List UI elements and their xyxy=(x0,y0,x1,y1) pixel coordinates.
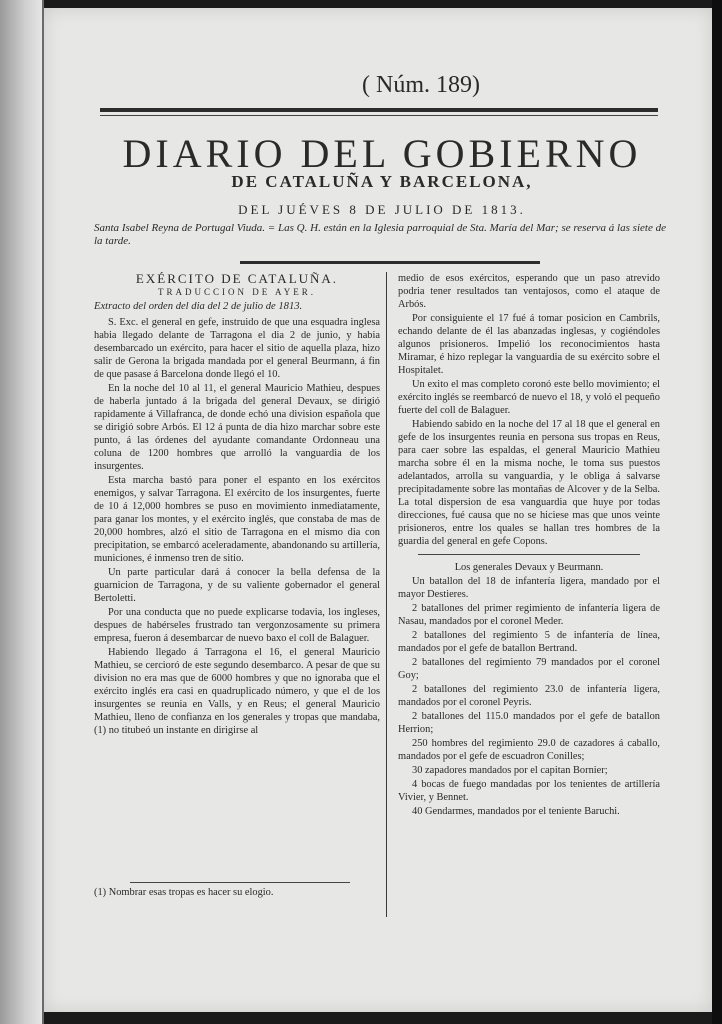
saint-notice: Santa Isabel Reyna de Portugal Viuda. = Las Q. H. están en la Iglesia parroquial de Sta. María del Mar; se reserva á las siete de la tarde. xyxy=(94,222,666,247)
section-title: EXÉRCITO DE CATALUÑA. xyxy=(135,271,339,286)
article-paragraph: Un parte particular dará á conocer la bella defensa de la guarnicion de Tarragona, y de su valiente gobernador el general Bertoletti. xyxy=(94,567,380,604)
list-rule xyxy=(418,554,640,555)
list-item: Un batallon del 18 de infantería ligera, mandado por el mayor Destieres. xyxy=(398,576,660,600)
list-item: 2 batallones del 115.0 mandados por el gefe de batallon Herrion; xyxy=(398,711,660,735)
header-rule-thick xyxy=(100,108,658,112)
article-paragraph: Por una conducta que no puede explicarse todavia, los ingleses, despues de habérseles frustrado tan vergonzosamente su primera empresa, fueron á desembarcar de nuevo baxo el coll de Balaguer. xyxy=(94,607,380,644)
list-item: 2 batallones del regimiento 5 de infantería de línea, mandados por el gefe de batallon Bertrand. xyxy=(398,630,660,654)
list-item: 4 bocas de fuego mandadas por los tenientes de artillería Vivier, y Bennet. xyxy=(398,779,660,803)
article-paragraph: Un exito el mas completo coronó este bello movimiento; el exército inglés se reembarcó de nuevo el 18, y voló el pequeño fuerte del coll de Balaguer. xyxy=(398,379,660,416)
footnote-rule xyxy=(130,882,350,883)
footnote: (1) Nombrar esas tropas es hacer su elogio. xyxy=(94,887,274,898)
masthead-subtitle: DE CATALUÑA Y BARCELONA, xyxy=(231,172,533,191)
header-rule-thin xyxy=(100,115,658,116)
extract-heading: Extracto del orden del dia del 2 de julio de 1813. xyxy=(94,301,303,312)
notice-rule xyxy=(240,261,540,264)
list-item: 30 zapadores mandados por el capitan Bornier; xyxy=(412,765,608,776)
right-column xyxy=(398,272,660,819)
article-paragraph: En la noche del 10 al 11, el general Mauricio Mathieu, despues de haberla juntado á la brigada del general Devaux, se dirigió rapidamente á Villafranca, de donde echó una division española que se dirigió sobre Arbós. El 12 á punta de dia hizo marchar sobre este punto, á las órdenes del ayudante comandante Ordonneau una coluna de 1200 hombres que arrolló la vanguardia de los insurgentes. xyxy=(94,383,380,472)
list-item: 2 batallones del regimiento 23.0 de infantería ligera, mandados por el coronel Peyris. xyxy=(398,684,660,708)
facing-page-edge xyxy=(0,0,44,1024)
list-heading: Los generales Devaux y Beurmann. xyxy=(454,562,604,573)
article-paragraph: Por consiguiente el 17 fué á tomar posicion en Cambrils, echando delante de él las abanzadas inglesas, y cogiéndoles algunos prisioneros. Impelió los reconocimientos hasta Miramar, é hizo replegar la vanguardia de su exército sobre el Hospitalet. xyxy=(398,313,660,376)
article-paragraph: S. Exc. el general en gefe, instruido de que una esquadra inglesa habia llegado delante de Tarragona el dia 2 de junio, y habia desembarcado un exército, para hacer el sitio de aquella plaza, hizo salir de Gerona la brigada mandada por el general Beurmann, á fin de que pasase á Barcelona donde llegó el 10. xyxy=(94,317,380,380)
section-subtitle: TRADUCCION DE AYER. xyxy=(158,287,316,297)
list-item: 2 batallones del regimiento 79 mandados por el coronel Goy; xyxy=(398,657,660,681)
column-divider xyxy=(386,272,387,917)
background-edge xyxy=(712,0,722,1024)
list-item: 2 batallones del primer regimiento de infantería ligera de Nasau, mandados por el coronel Meder. xyxy=(398,603,660,627)
article-paragraph: Habiendo sabido en la noche del 17 al 18 que el general en gefe de los insurgentes reunia en persona sus tropas en Reus, para caer sobre las espaldas, el general Mauricio Mathieu marcha sobre él en la misma noche, le toma sus puestos adelantados, arrolla su vanguardia, y le obliga á salvarse precipitadamente sobre las montañas de Alcover y de la Selba. La total dispersion de esa vanguardia que huye por todas direcciones, fué causa que no se hiciese mas que unos veinte prisioneros, entre los quales se hallan tres hombres de la guardia del general en gefe Copons. xyxy=(398,419,660,547)
article-paragraph: medio de esos exércitos, esperando que un paso atrevido podria tener resultados tan ventajosos, como el ataque de Arbós. xyxy=(398,273,660,310)
article-paragraph: Esta marcha bastó para poner el espanto en los exércitos enemigos, y salvar Tarragona. El exército de los insurgentes, fuerte de 10 á 12,000 hombres se puso en movimiento inmediatamente, para ganar los montes, y el exército inglés, que constaba de mas de 20,000 hombres, alzó el sitio de Tarragona en el mismo dia con precipitation, se embarcó aceleradamente, abandonando su artillería, municiones, é inmenso tren de sitio. xyxy=(94,475,380,564)
list-item: 40 Gendarmes, mandados por el teniente Baruchi. xyxy=(412,806,620,817)
left-column xyxy=(94,272,380,738)
issue-date: DEL JUÉVES 8 DE JULIO DE 1813. xyxy=(238,202,526,217)
masthead-title: DIARIO DEL GOBIERNO xyxy=(122,131,642,176)
list-item: 250 hombres del regimiento 29.0 de cazadores á caballo, mandados por el gefe de escuadron Conilles; xyxy=(398,738,660,762)
article-paragraph: Habiendo llegado á Tarragona el 16, el general Mauricio Mathieu, se cercioró de este segundo desembarco. A pesar de que su division no era mas que de 6000 hombres y que no ignoraba que el exército inglés era casi en quadruplicado número, y que el de los insurgentes se reunia en Valls, y en Reus; el general Mauricio Mathieu, lleno de confianza en los generales y tropas que mandaba, (1) no titubeó un instante en dirigirse al xyxy=(94,647,380,736)
issue-number: ( Núm. 189) xyxy=(362,72,480,98)
